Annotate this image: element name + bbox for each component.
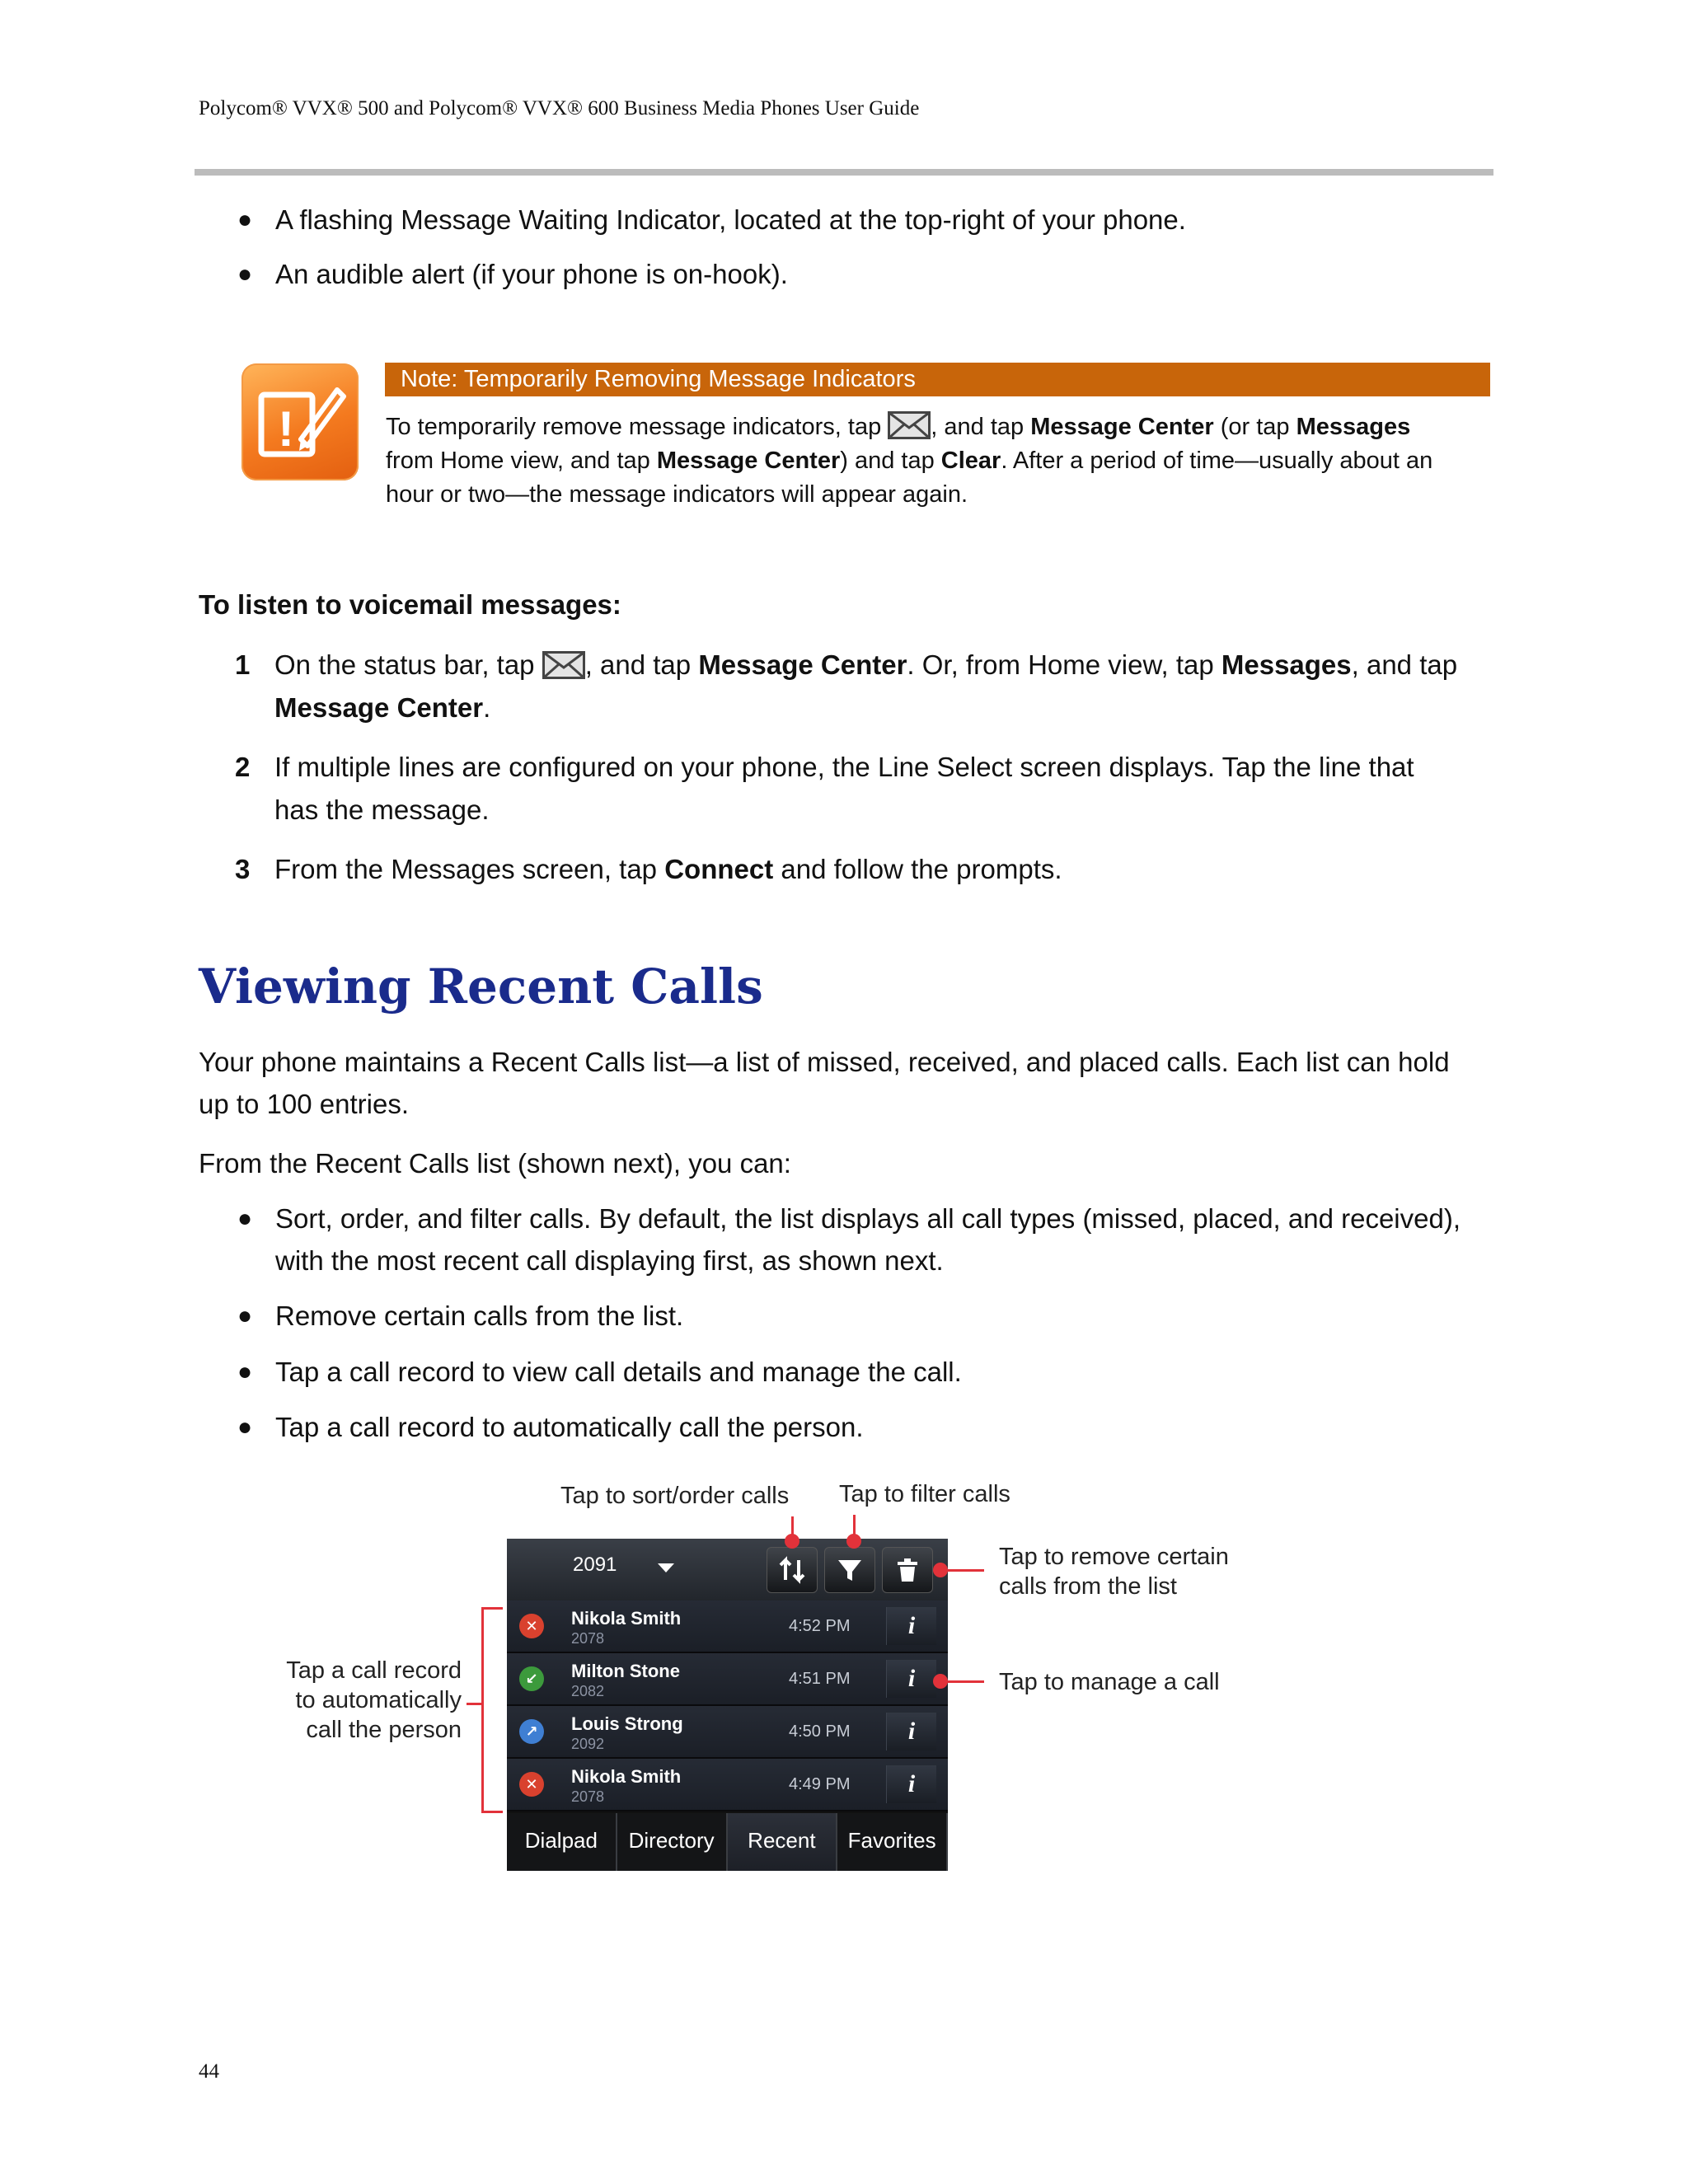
callout-remove-line: [946, 1569, 984, 1572]
callout-record-line3: call the person: [306, 1717, 462, 1743]
tab-directory[interactable]: Directory: [617, 1813, 728, 1871]
call-time: 4:49 PM: [789, 1775, 851, 1793]
note-body: [386, 410, 1482, 512]
callout-record-line2: to automatically: [295, 1687, 462, 1713]
bracket-vertical: [481, 1607, 484, 1813]
procedure-step-1: [235, 644, 1492, 729]
caller-name: Nikola Smith: [571, 1608, 682, 1629]
chevron-down-icon[interactable]: [658, 1563, 674, 1572]
step-text: , and tap: [1351, 649, 1458, 680]
note-bold: Messages: [1296, 414, 1411, 440]
call-time: 4:50 PM: [789, 1722, 851, 1741]
info-icon[interactable]: i: [886, 1607, 936, 1645]
bullet-dot: ●: [237, 1302, 253, 1329]
callout-remove-line1: Tap to remove certain: [999, 1544, 1229, 1570]
intro-bullet-2-text: An audible alert (if your phone is on-hook).: [275, 259, 788, 289]
callout-manage: Tap to manage a call: [999, 1669, 1220, 1695]
step-bold: Messages: [1221, 649, 1352, 680]
procedure-step-2: [235, 746, 1492, 832]
note-pencil-icon: [241, 363, 359, 480]
phone-top-bar: [507, 1539, 948, 1601]
bracket-top: [481, 1607, 503, 1610]
envelope-icon: [888, 411, 931, 439]
line-selector[interactable]: 2091: [573, 1554, 617, 1576]
missed-call-icon: ✕: [519, 1614, 544, 1638]
placed-call-icon: ↗: [519, 1719, 544, 1744]
step-number: 2: [235, 752, 251, 782]
section-paragraph-1: Your phone maintains a Recent Calls list—a list of missed, received, and placed calls. Each list can hold up to 100 entries.: [199, 1047, 1450, 1119]
procedure-step-3: [235, 848, 1492, 891]
header-rule: [195, 169, 1493, 176]
note-text: To temporarily remove message indicators, tap: [386, 414, 889, 440]
intro-bullet-2: [237, 255, 788, 293]
call-time: 4:51 PM: [789, 1670, 851, 1688]
recent-calls-screen: [507, 1539, 948, 1871]
note-text: from Home view, and tap: [386, 448, 657, 474]
bullet-dot: ●: [237, 1413, 253, 1441]
note-bold: Message Center: [1030, 414, 1214, 440]
step-bold: Connect: [664, 854, 774, 884]
phone-tab-bar: [507, 1813, 948, 1871]
note-bold: Message Center: [656, 448, 841, 474]
bullet-dot: ●: [237, 260, 253, 288]
section-title: Viewing Recent Calls: [199, 958, 763, 1015]
callout-manage-line: [946, 1680, 984, 1683]
step-text: If multiple lines are configured on your phone, the Line Select screen displays. Tap the line that has the message.: [274, 752, 1414, 825]
section-bullet-4: [237, 1406, 864, 1448]
missed-call-icon: ✕: [519, 1772, 544, 1797]
trash-icon[interactable]: [882, 1547, 933, 1593]
tab-favorites[interactable]: Favorites: [837, 1813, 948, 1871]
callout-sort-dot: [785, 1534, 799, 1549]
note-text: ) and tap: [840, 448, 941, 474]
bracket-bottom: [481, 1811, 503, 1813]
intro-bullet-1-text: A flashing Message Waiting Indicator, located at the top-right of your phone.: [275, 204, 1186, 235]
tab-dialpad[interactable]: Dialpad: [507, 1813, 617, 1871]
call-record-row[interactable]: [507, 1601, 948, 1653]
section-bullet-2-text: Remove certain calls from the list.: [275, 1301, 684, 1331]
note-title: Note: Temporarily Removing Message Indicators: [385, 363, 1490, 396]
info-icon[interactable]: i: [886, 1713, 936, 1750]
step-number: 1: [235, 649, 251, 680]
callout-filter-dot: [846, 1534, 861, 1549]
intro-bullet-1: [237, 201, 1186, 239]
svg-text:!: !: [278, 401, 294, 457]
page-number: 44: [199, 2060, 219, 2083]
section-bullet-1: [237, 1197, 1495, 1282]
envelope-icon: [542, 651, 585, 679]
note-text: , and tap: [931, 414, 1031, 440]
note-text: (or tap: [1213, 414, 1296, 440]
running-header: Polycom® VVX® 500 and Polycom® VVX® 600 Business Media Phones User Guide: [199, 97, 920, 120]
caller-name: Louis Strong: [571, 1713, 683, 1734]
step-number: 3: [235, 854, 251, 884]
note-bold: Clear: [940, 448, 1001, 474]
bullet-dot: ●: [237, 1358, 253, 1385]
section-bullet-4-text: Tap a call record to automatically call the person.: [275, 1412, 864, 1442]
section-paragraph-2: From the Recent Calls list (shown next), you can:: [199, 1148, 791, 1179]
caller-name: Nikola Smith: [571, 1766, 682, 1787]
callout-record-line1: Tap a call record: [286, 1657, 462, 1684]
bullet-dot: ●: [237, 1205, 253, 1232]
section-bullet-1-text: Sort, order, and filter calls. By default, the list displays all call types (missed, placed, and received), with the most recent call displaying first, as shown next.: [275, 1203, 1461, 1276]
bullet-dot: ●: [237, 206, 253, 233]
step-bold: Message Center: [274, 692, 484, 723]
section-bullet-3: [237, 1351, 962, 1393]
section-bullet-2: [237, 1295, 684, 1337]
received-call-icon: ↙: [519, 1666, 544, 1691]
call-record-row[interactable]: [507, 1759, 948, 1811]
caller-name: Milton Stone: [571, 1661, 680, 1681]
step-text: On the status bar, tap: [274, 649, 542, 680]
caller-extension: 2078: [571, 1630, 605, 1647]
procedure-title: To listen to voicemail messages:: [199, 589, 621, 620]
step-text: and follow the prompts.: [773, 854, 1062, 884]
sort-arrows-icon[interactable]: [767, 1547, 818, 1593]
call-time: 4:52 PM: [789, 1617, 851, 1635]
callout-remove: [999, 1542, 1229, 1601]
filter-funnel-icon[interactable]: [824, 1547, 875, 1593]
caller-extension: 2082: [571, 1683, 605, 1699]
step-text: From the Messages screen, tap: [274, 854, 665, 884]
step-text: . Or, from Home view, tap: [907, 649, 1221, 680]
call-record-row[interactable]: [507, 1653, 948, 1706]
info-icon[interactable]: i: [886, 1765, 936, 1803]
step-text: , and tap: [584, 649, 699, 680]
caller-extension: 2092: [571, 1736, 605, 1752]
callout-remove-line2: calls from the list: [999, 1573, 1177, 1600]
tab-recent[interactable]: Recent: [728, 1813, 838, 1871]
section-bullet-3-text: Tap a call record to view call details and manage the call.: [275, 1357, 962, 1387]
callout-record: [247, 1656, 462, 1745]
note-text: . After a period of time—usually about an hour or two—the message indicators will appear again.: [386, 448, 1433, 508]
info-icon[interactable]: i: [886, 1660, 936, 1698]
bracket-pointer: [467, 1703, 481, 1705]
callout-sort: Tap to sort/order calls: [560, 1483, 790, 1509]
step-text: .: [483, 692, 491, 723]
callout-filter: Tap to filter calls: [839, 1481, 1010, 1507]
step-bold: Message Center: [698, 649, 907, 680]
caller-extension: 2078: [571, 1788, 605, 1805]
call-record-row[interactable]: [507, 1706, 948, 1759]
